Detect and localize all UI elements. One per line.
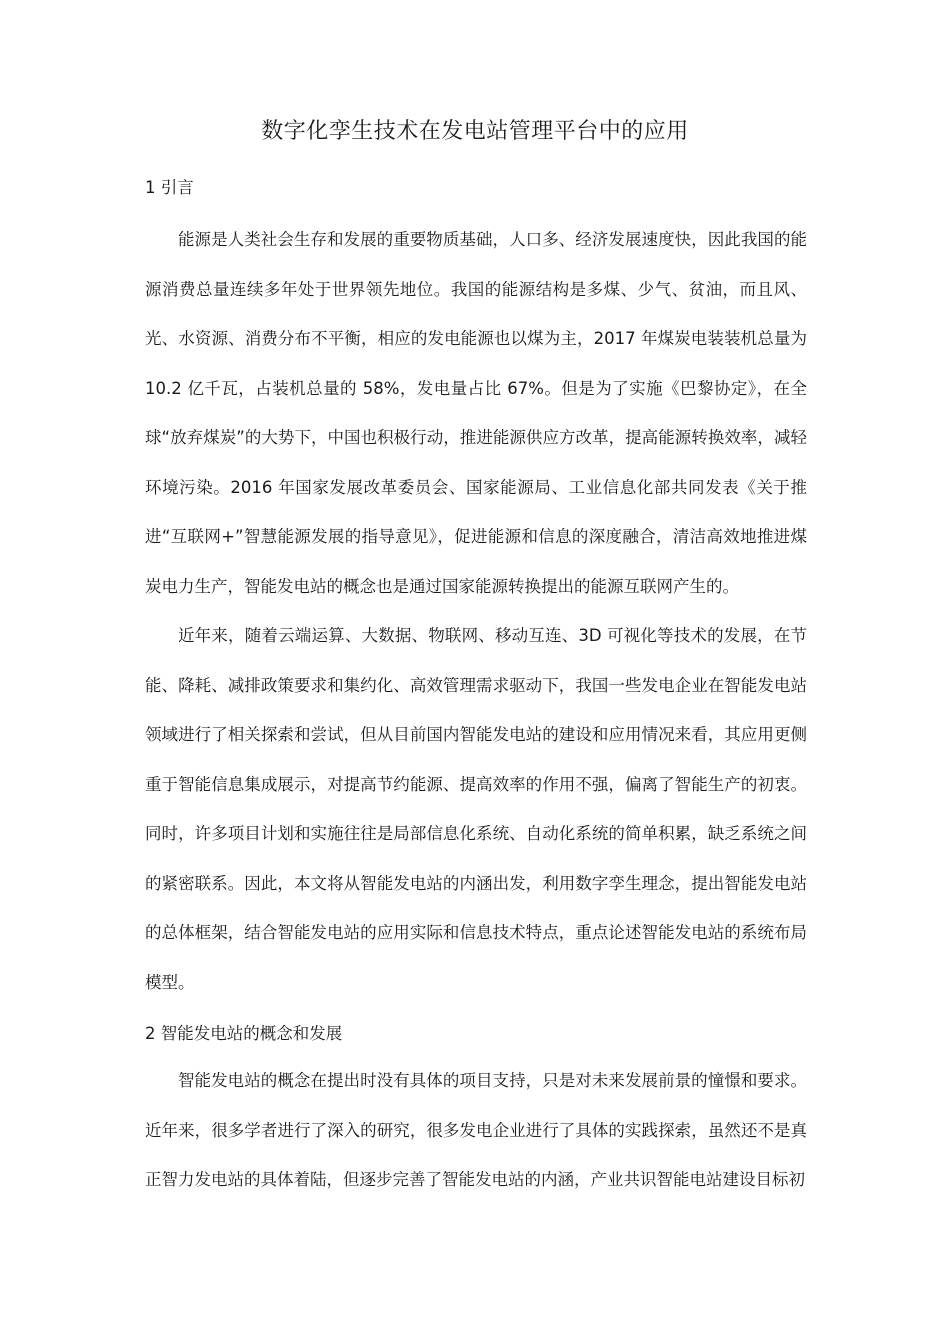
section-2-heading: 2 智能发电站的概念和发展 xyxy=(145,1024,343,1043)
section-1-paragraph-1: 能源是人类社会生存和发展的重要物质基础，人口多、经济发展速度快，因此我国的能源消费总量连续多年处于世界领先地位。我国的能源结构是多煤、少气、贫油，而且风、光、水资源、消费分布不平衡，相应的发电能源也以煤为主，2017 年煤炭电装装机总量为 10.2 亿千瓦，占装机总量的 58%，发电量占比 67%。但是为了实施《巴黎协定》，在全球“放弃煤炭”的大势下，中国也积极行动，推进能源供应方改革，提高能源转换效率，减轻环境污染。2016 年国家发展改革委员会、国家能源局、工业信息化部共同发表《关于推进“互联网+”智慧能源发展的指导意见》，促进能源和信息的深度融合，清洁高效地推进煤炭电力生产，智能发电站的概念也是通过国家能源转换提出的能源互联网产生的。 xyxy=(145,230,807,596)
section-2-paragraph-1: 智能发电站的概念在提出时没有具体的项目支持，只是对未来发展前景的憧憬和要求。近年来，很多学者进行了深入的研究，很多发电企业进行了具体的实践探索，虽然还不是真正智力发电站的具体着陆，但逐步完善了智能发电站的内涵，产业共识智能电站建设目标初 xyxy=(145,1071,807,1189)
document-title: 数字化孪生技术在发电站管理平台中的应用 xyxy=(261,119,689,144)
section-1-paragraph-2: 近年来，随着云端运算、大数据、物联网、移动互连、3D 可视化等技术的发展，在节能、降耗、减排政策要求和集约化、高效管理需求驱动下，我国一些发电企业在智能发电站领域进行了相关探索和尝试，但从目前国内智能发电站的建设和应用情况来看，其应用更侧重于智能信息集成展示，对提高节约能源、提高效率的作用不强，偏离了智能生产的初衷。同时，许多项目计划和实施往往是局部信息化系统、自动化系统的简单积累，缺乏系统之间的紧密联系。因此，本文将从智能发电站的内涵出发，利用数字孪生理念，提出智能发电站的总体框架，结合智能发电站的应用实际和信息技术特点，重点论述智能发电站的系统布局模型。 xyxy=(145,626,807,992)
section-1-heading: 1 引言 xyxy=(145,178,194,197)
